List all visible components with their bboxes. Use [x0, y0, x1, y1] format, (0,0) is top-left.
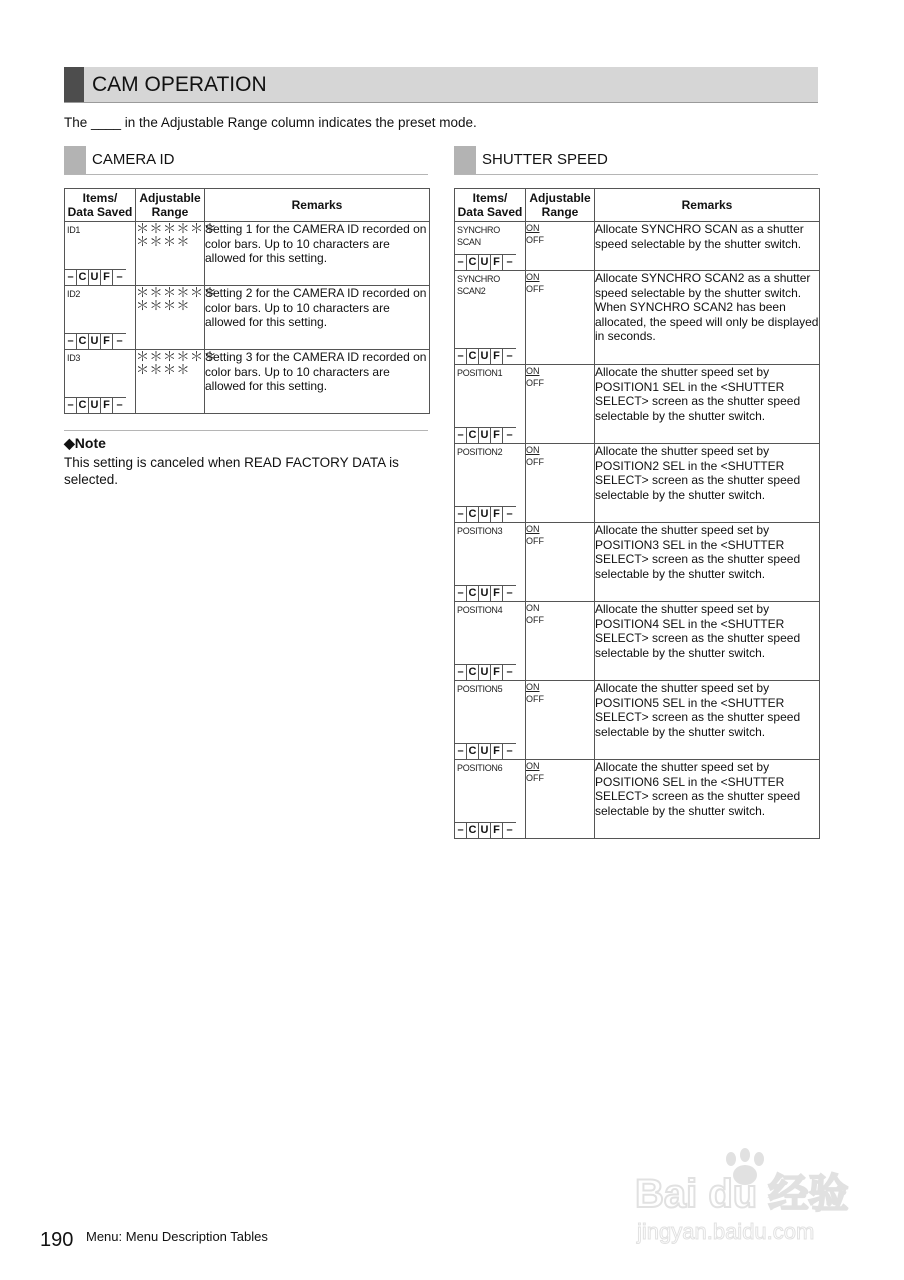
- flag-box: C: [467, 823, 479, 838]
- flag-box: C: [77, 334, 89, 349]
- flag-box: U: [479, 507, 491, 522]
- table-row: [455, 365, 820, 444]
- flag-box: –: [65, 270, 77, 285]
- heading-marker: [454, 146, 476, 174]
- flag-box: F: [101, 334, 113, 349]
- flag-box: –: [455, 428, 467, 443]
- flag-box: U: [479, 823, 491, 838]
- note-body: This setting is canceled when READ FACTORY DATA is selected.: [64, 455, 399, 487]
- baidu-watermark: [635, 1145, 850, 1245]
- range-option-off: OFF: [526, 378, 544, 388]
- flag-box: –: [506, 256, 513, 268]
- data-saved-flags: [65, 269, 126, 285]
- item-cell: [455, 602, 526, 681]
- data-saved-flags: [65, 397, 126, 413]
- flag-box: –: [506, 429, 513, 441]
- table-row: [455, 271, 820, 365]
- camera-id-heading: [64, 146, 428, 175]
- remarks-cell: Allocate the shutter speed set by POSITION4 SEL in the <SHUTTER SELECT> screen as the shutter speed selectable by the shutter switch.: [595, 602, 820, 681]
- item-cell: [455, 760, 526, 839]
- range-option-on: ON: [526, 524, 540, 534]
- col-range: Adjustable Range: [526, 189, 595, 222]
- remarks-cell: Allocate the shutter speed set by POSITION6 SEL in the <SHUTTER SELECT> screen as the shutter speed selectable by the shutter switch.: [595, 760, 820, 839]
- flag-box: –: [455, 823, 467, 838]
- flag-box: C: [467, 428, 479, 443]
- flag-box: U: [479, 586, 491, 601]
- data-saved-flags: [455, 743, 516, 759]
- flag-box: –: [506, 350, 513, 362]
- flag-box: –: [455, 586, 467, 601]
- flag-box: F: [491, 255, 503, 270]
- flag-box: U: [89, 334, 101, 349]
- table-row: [455, 523, 820, 602]
- item-name: SYNCHRO SCAN: [457, 225, 500, 247]
- item-cell: [65, 350, 136, 414]
- range-option-off: OFF: [526, 284, 544, 294]
- item-cell: [455, 365, 526, 444]
- flag-box: –: [455, 507, 467, 522]
- flag-box: C: [467, 665, 479, 680]
- col-items: Items/ Data Saved: [65, 189, 136, 222]
- flag-box: –: [455, 744, 467, 759]
- range-option-on: ON: [526, 223, 540, 233]
- flag-box: F: [491, 665, 503, 680]
- note-divider: [64, 430, 428, 431]
- note-heading: [64, 434, 106, 452]
- shutter-speed-table: [454, 188, 820, 839]
- flag-box: C: [467, 507, 479, 522]
- remarks-cell: Allocate the shutter speed set by POSITION1 SEL in the <SHUTTER SELECT> screen as the shutter speed selectable by the shutter switch.: [595, 365, 820, 444]
- flag-box: C: [77, 270, 89, 285]
- remarks-cell: Allocate the shutter speed set by POSITION5 SEL in the <SHUTTER SELECT> screen as the shutter speed selectable by the shutter switch.: [595, 681, 820, 760]
- flag-box: F: [101, 270, 113, 285]
- table-row: [455, 602, 820, 681]
- flag-box: F: [491, 823, 503, 838]
- intro-text: The ____ in the Adjustable Range column indicates the preset mode.: [64, 115, 477, 130]
- table-row: [455, 222, 820, 271]
- range-option-off: OFF: [526, 773, 544, 783]
- range-option-on: ON: [526, 682, 540, 692]
- flag-box: –: [65, 398, 77, 413]
- range-cell: [526, 523, 595, 602]
- range-option-on: ON: [526, 445, 540, 455]
- table-row: [455, 760, 820, 839]
- flag-box: U: [479, 744, 491, 759]
- item-cell: [455, 444, 526, 523]
- range-cell: [526, 444, 595, 523]
- item-cell: [455, 222, 526, 271]
- item-name: POSITION4: [457, 605, 503, 615]
- item-cell: [65, 222, 136, 286]
- range-option-on: ON: [526, 603, 540, 613]
- camera-id-title: CAMERA ID: [92, 151, 175, 168]
- range-option-off: OFF: [526, 615, 544, 625]
- range-cell: [526, 760, 595, 839]
- remarks-cell: Setting 2 for the CAMERA ID recorded on color bars. Up to 10 characters are allowed for this setting.: [205, 286, 430, 350]
- flag-box: F: [491, 428, 503, 443]
- table-row: [455, 444, 820, 523]
- item-name: SYNCHRO SCAN2: [457, 274, 500, 296]
- range-cell: [526, 271, 595, 365]
- data-saved-flags: [455, 427, 516, 443]
- item-name: ID3: [67, 353, 81, 363]
- watermark-logo: Bai du 经验: [635, 1172, 849, 1216]
- item-name: POSITION1: [457, 368, 503, 378]
- range-cell: ＊＊＊＊＊＊ ＊＊＊＊: [136, 222, 205, 286]
- flag-box: F: [101, 398, 113, 413]
- range-option-off: OFF: [526, 536, 544, 546]
- data-saved-flags: [455, 254, 516, 270]
- flag-box: F: [491, 507, 503, 522]
- table-row: [65, 350, 430, 414]
- table-row: [65, 286, 430, 350]
- note-title: Note: [74, 435, 106, 451]
- item-name: POSITION3: [457, 526, 503, 536]
- item-cell: [455, 681, 526, 760]
- col-remarks: Remarks: [205, 189, 430, 222]
- remarks-cell: Allocate the shutter speed set by POSITION3 SEL in the <SHUTTER SELECT> screen as the shutter speed selectable by the shutter switch.: [595, 523, 820, 602]
- watermark-url: jingyan.baidu.com: [637, 1219, 815, 1244]
- shutter-speed-heading: [454, 146, 818, 175]
- flag-box: C: [467, 255, 479, 270]
- flag-box: U: [479, 665, 491, 680]
- shutter-speed-title: SHUTTER SPEED: [482, 151, 608, 168]
- flag-box: C: [77, 398, 89, 413]
- data-saved-flags: [455, 506, 516, 522]
- camera-id-table: [64, 188, 430, 414]
- title-marker: [64, 67, 84, 102]
- remarks-cell: Allocate the shutter speed set by POSITION2 SEL in the <SHUTTER SELECT> screen as the shutter speed selectable by the shutter switch.: [595, 444, 820, 523]
- range-option-off: OFF: [526, 457, 544, 467]
- flag-box: U: [89, 398, 101, 413]
- range-cell: ＊＊＊＊＊＊ ＊＊＊＊: [136, 350, 205, 414]
- heading-marker: [64, 146, 86, 174]
- section-title-bar: [64, 67, 818, 103]
- col-remarks: Remarks: [595, 189, 820, 222]
- flag-box: –: [116, 399, 123, 411]
- data-saved-flags: [65, 333, 126, 349]
- data-saved-flags: [455, 664, 516, 680]
- range-option-off: OFF: [526, 235, 544, 245]
- range-option-on: ON: [526, 272, 540, 282]
- flag-box: C: [467, 586, 479, 601]
- table-row: [455, 681, 820, 760]
- data-saved-flags: [455, 822, 516, 838]
- flag-box: –: [506, 745, 513, 757]
- flag-box: –: [116, 271, 123, 283]
- flag-box: U: [479, 428, 491, 443]
- item-name: ID1: [67, 225, 81, 235]
- data-saved-flags: [455, 348, 516, 364]
- footer-section: Menu: Menu Description Tables: [86, 1229, 268, 1244]
- table-row: [65, 222, 430, 286]
- flag-box: –: [506, 824, 513, 836]
- flag-box: –: [506, 508, 513, 520]
- flag-box: U: [89, 270, 101, 285]
- flag-box: –: [506, 587, 513, 599]
- remarks-cell: Setting 1 for the CAMERA ID recorded on color bars. Up to 10 characters are allowed for this setting.: [205, 222, 430, 286]
- flag-box: –: [116, 335, 123, 347]
- flag-box: –: [506, 666, 513, 678]
- range-option-on: ON: [526, 761, 540, 771]
- flag-box: –: [455, 665, 467, 680]
- flag-box: F: [491, 744, 503, 759]
- remarks-cell: Setting 3 for the CAMERA ID recorded on color bars. Up to 10 characters are allowed for this setting.: [205, 350, 430, 414]
- col-range: Adjustable Range: [136, 189, 205, 222]
- flag-box: C: [467, 744, 479, 759]
- range-cell: [526, 365, 595, 444]
- data-saved-flags: [455, 585, 516, 601]
- item-name: ID2: [67, 289, 81, 299]
- flag-box: F: [491, 349, 503, 364]
- range-cell: [526, 222, 595, 271]
- item-name: POSITION2: [457, 447, 503, 457]
- flag-box: U: [479, 255, 491, 270]
- flag-box: –: [455, 255, 467, 270]
- item-cell: [65, 286, 136, 350]
- range-option-off: OFF: [526, 694, 544, 704]
- page-number: 190: [40, 1229, 74, 1251]
- flag-box: U: [479, 349, 491, 364]
- flag-box: C: [467, 349, 479, 364]
- range-option-on: ON: [526, 366, 540, 376]
- col-items: Items/ Data Saved: [455, 189, 526, 222]
- range-cell: [526, 681, 595, 760]
- item-name: POSITION5: [457, 684, 503, 694]
- flag-box: –: [65, 334, 77, 349]
- range-cell: ＊＊＊＊＊＊ ＊＊＊＊: [136, 286, 205, 350]
- item-cell: [455, 523, 526, 602]
- item-cell: [455, 271, 526, 365]
- flag-box: F: [491, 586, 503, 601]
- section-title: CAM OPERATION: [92, 73, 267, 96]
- item-name: POSITION6: [457, 763, 503, 773]
- remarks-cell: Allocate SYNCHRO SCAN2 as a shutter speed selectable by the shutter switch. When SYNCHRO SCAN2 has been allocated, the speed will only be displayed in seconds.: [595, 271, 820, 365]
- diamond-icon: ◆: [64, 435, 75, 451]
- remarks-cell: Allocate SYNCHRO SCAN as a shutter speed selectable by the shutter switch.: [595, 222, 820, 271]
- flag-box: –: [455, 349, 467, 364]
- range-cell: [526, 602, 595, 681]
